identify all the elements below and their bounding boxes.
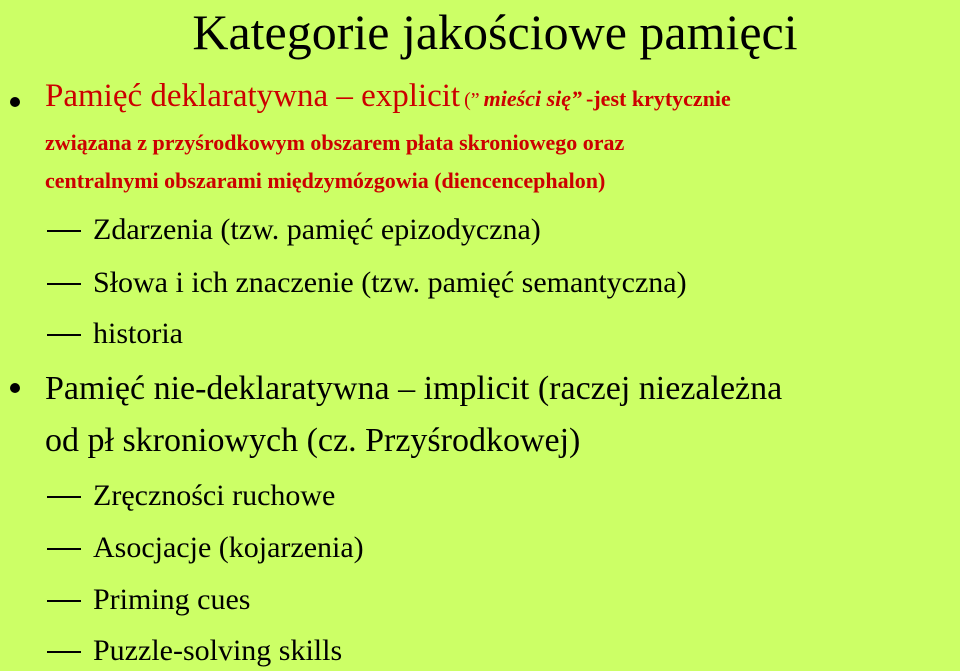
sub-item-text: Słowa i ich znaczenie (tzw. pamięć semantyczna) — [93, 266, 687, 299]
dash-marker — [47, 496, 81, 498]
bullet-1-main-text: Pamięć deklaratywna – explicit — [45, 78, 461, 114]
bullet-1-heading — [45, 76, 957, 122]
sub-item-text: Priming cues — [93, 583, 251, 616]
dash-marker — [47, 548, 81, 550]
dash-marker — [47, 283, 81, 285]
bullet-2-line-1: Pamięć nie-deklaratywna – implicit (raczej niezależna — [45, 370, 783, 407]
bullet-1-line-2: związana z przyśrodkowym obszarem płata skroniowego oraz — [45, 130, 625, 155]
dash-marker — [47, 600, 81, 602]
dash-marker — [47, 230, 81, 232]
sub-item-text: Zdarzenia (tzw. pamięć epizodyczna) — [93, 213, 541, 246]
bullet-1-quote-word: mieści się — [483, 86, 572, 111]
dash-marker — [47, 651, 81, 653]
bullet-1-tail: -jest krytycznie — [586, 86, 731, 111]
bullet-1-quote-close: ” — [571, 86, 583, 111]
bullet-dot-1 — [10, 97, 20, 107]
bullet-dot-2 — [10, 383, 20, 393]
dash-marker — [47, 334, 81, 336]
sub-item-text: historia — [93, 317, 183, 350]
sub-item-text: Asocjacje (kojarzenia) — [93, 531, 364, 564]
sub-item-text: Zręczności ruchowe — [93, 479, 336, 512]
slide-title: Kategorie jakościowe pamięci — [192, 4, 798, 60]
bullet-1-line-3: centralnymi obszarami międzymózgowia (diencencephalon) — [45, 168, 606, 193]
bullet-1-quote-open: (” — [464, 89, 480, 111]
sub-item-text: Puzzle-solving skills — [93, 634, 343, 667]
bullet-2-line-2: od pł skroniowych (cz. Przyśrodkowej) — [45, 422, 581, 459]
